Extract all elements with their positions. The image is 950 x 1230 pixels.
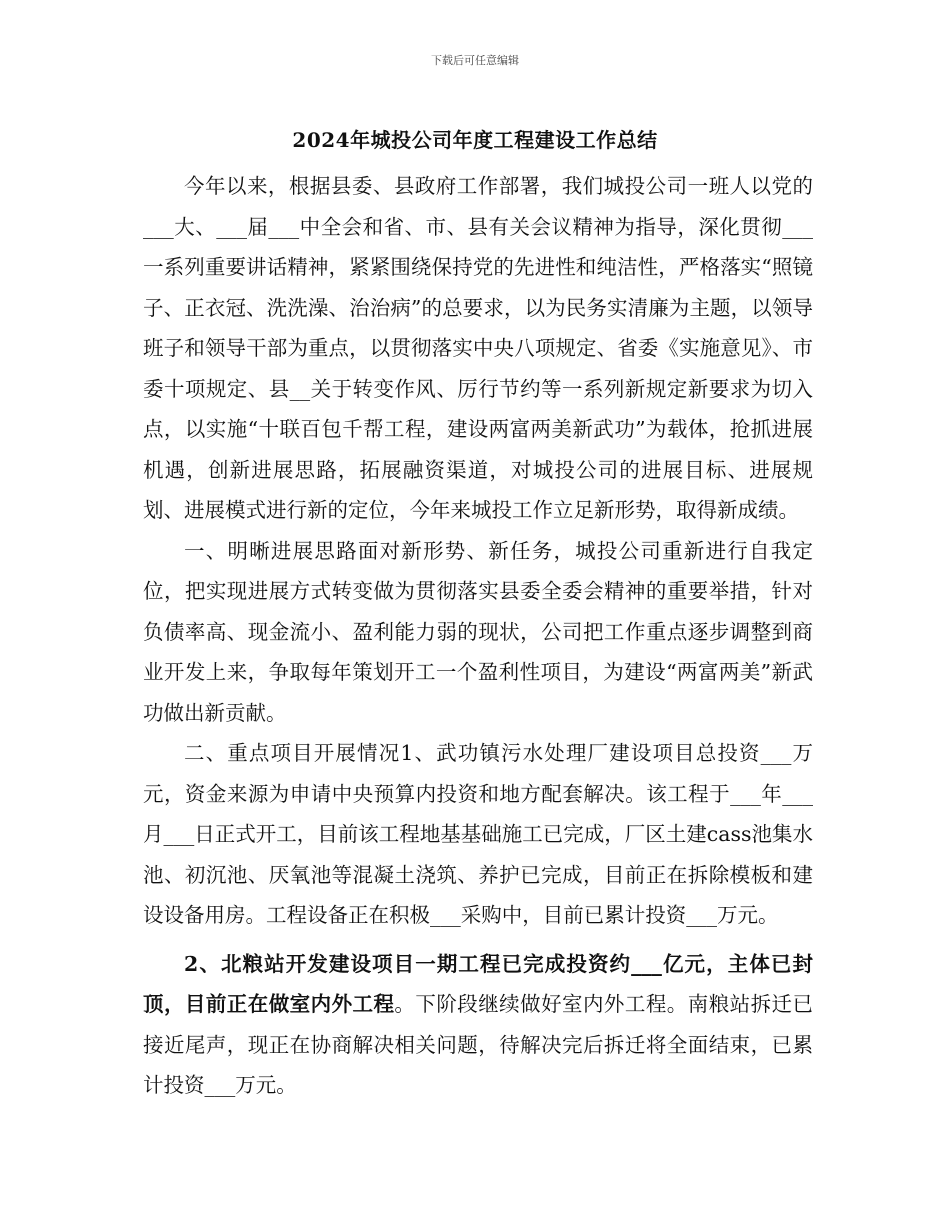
- paragraph-section-2: 二、重点项目开展情况1、武功镇污水处理厂建设项目总投资___万元，资金来源为申请中央预算内投资和地方配套解决。该工程于___年___月___日正式开工，目前该工程地基基础施工已完成，厂区土建cass池集水池、初沉池、厌氧池等混凝土浇筑、养护已完成，目前正在拆除模板和建设设备用房。工程设备正在积极___采购中，目前已累计投资___万元。: [143, 741, 813, 927]
- page-header-note: 下载后可任意编辑: [431, 54, 519, 67]
- paragraph-intro: 今年以来，根据县委、县政府工作部署，我们城投公司一班人以党的___大、___届___中全会和省、市、县有关会议精神为指导，深化贯彻___一系列重要讲话精神，紧紧围绕保持党的先进性和纯洁性，严格落实“照镜子、正衣冠、洗洗澡、治治病”的总要求，以为民务实清廉为主题，以领导班子和领导干部为重点，以贯彻落实中央八项规定、省委《实施意见》、市委十项规定、县__关于转变作风、厉行节约等一系列新规定新要求为切入点，以实施“十联百包千帮工程，建设两富两美新武功”为载体，抢抓进展机遇，创新进展思路，拓展融资渠道，对城投公司的进展目标、进展规划、进展模式进行新的定位，今年来城投工作立足新形势，取得新成绩。: [143, 174, 813, 522]
- paragraph-normal-tail: 。下阶段继续做好室内外工程。南粮站拆迁已接近尾声，现正在协商解决相关问题，待解决完后拆迁将全面结束，已累计投资___万元。: [143, 992, 814, 1097]
- paragraph-section-2-item-2: [143, 944, 813, 1106]
- paragraph-bold-lead: 2、北粮站开发建设项目一期工程已完成投资约___亿元，主体已封顶，目前正在做室内外工程: [143, 951, 813, 1016]
- paragraph-section-1: 一、明晰进展思路面对新形势、新任务，城投公司重新进行自我定位，把实现进展方式转变做为贯彻落实县委全委会精神的重要举措，针对负债率高、现金流小、盈利能力弱的现状，公司把工作重点逐步调整到商业开发上来，争取每年策划开工一个盈利性项目，为建设“两富两美”新武功做出新贡献。: [143, 538, 813, 725]
- document-title: 2024年城投公司年度工程建设工作总结: [292, 128, 658, 152]
- document-body: [143, 166, 813, 1106]
